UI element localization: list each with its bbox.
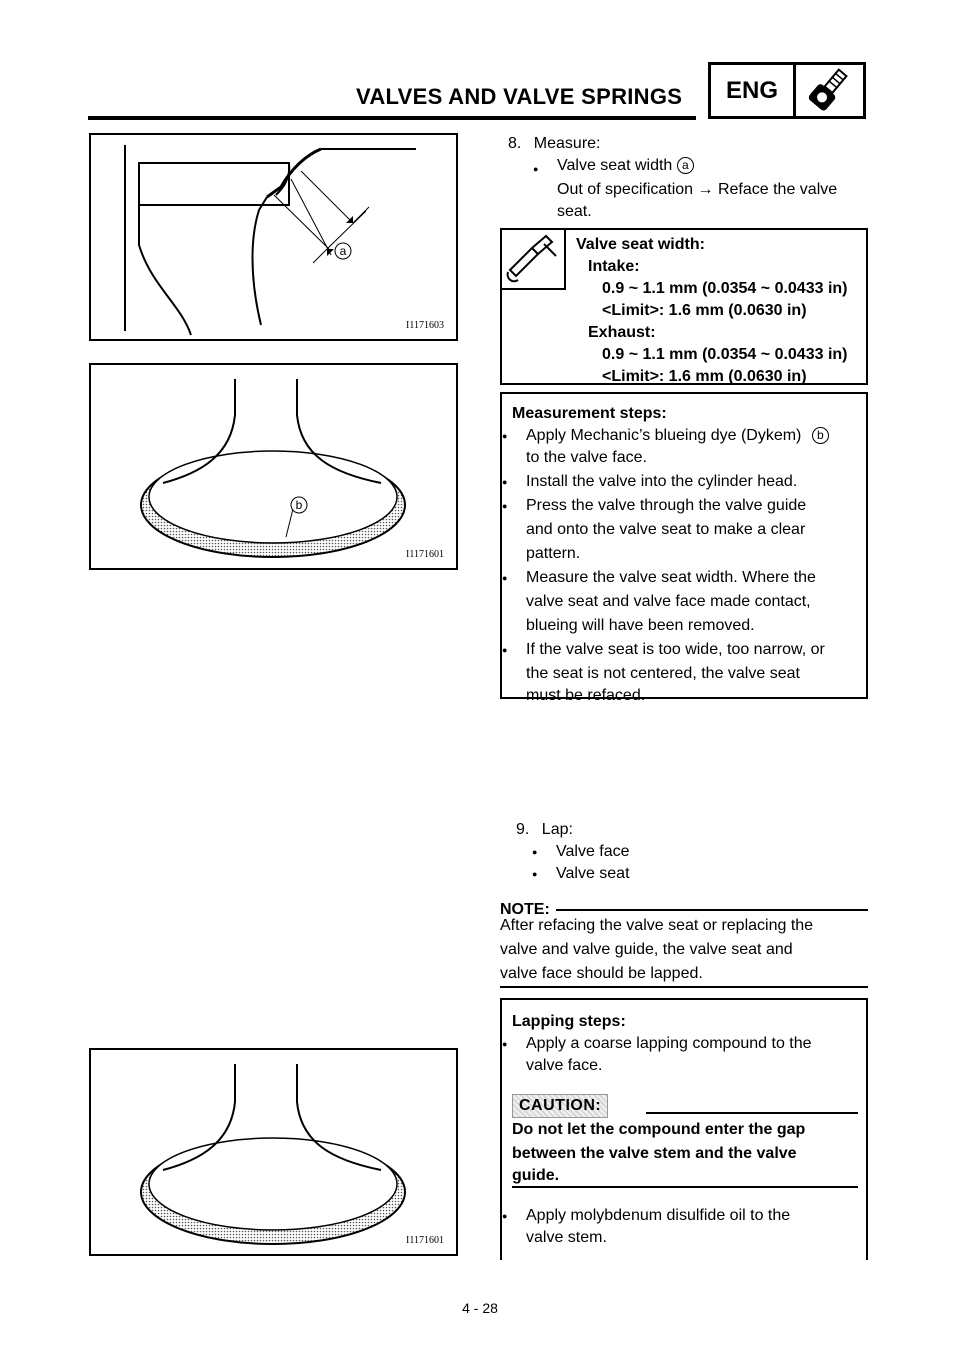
step-number: 8. bbox=[508, 135, 522, 152]
bullet-text: Install the valve into the cylinder head. bbox=[526, 473, 798, 490]
caution-badge: CAUTION: bbox=[512, 1094, 608, 1118]
measurement-steps-box bbox=[500, 392, 868, 704]
bullet-text: valve stem. bbox=[526, 1229, 607, 1246]
caution-line-1: Do not let the compound enter the gap bbox=[512, 1121, 806, 1138]
step-8-line1: Out of specification → Reface the valve bbox=[557, 181, 838, 198]
exhaust-value: 0.9 ~ 1.1 mm (0.0354 ~ 0.0433 in) bbox=[602, 346, 848, 363]
measurement-bullet-5 bbox=[526, 638, 825, 662]
caution-line-2: between the valve stem and the valve bbox=[512, 1145, 797, 1162]
note-rule-top bbox=[556, 909, 868, 911]
bullet-text: to the valve face. bbox=[526, 449, 647, 466]
note-label: NOTE: bbox=[500, 901, 550, 918]
intake-value: 0.9 ~ 1.1 mm (0.0354 ~ 0.0433 in) bbox=[602, 280, 848, 297]
bullet-text: Press the valve through the valve guide bbox=[526, 497, 807, 514]
note-line-1: After refacing the valve seat or replacing the bbox=[500, 917, 814, 934]
eng-label: ENG bbox=[711, 65, 796, 116]
callout-a: a bbox=[339, 244, 347, 258]
measurement-bullet-4 bbox=[526, 566, 816, 590]
lapping-bullet-2 bbox=[526, 1204, 790, 1228]
lapping-steps-box bbox=[500, 998, 868, 1260]
measurement-bullet-2 bbox=[526, 470, 797, 494]
bullet-text: Apply a coarse lapping compound to the bbox=[526, 1035, 812, 1052]
step-9-item-2 bbox=[556, 862, 630, 886]
lapping-title: Lapping steps: bbox=[512, 1013, 626, 1030]
figure-code: I1171601 bbox=[406, 1235, 444, 1246]
step-8-item bbox=[557, 154, 694, 178]
step-9 bbox=[516, 818, 573, 842]
valve-lapping-figure bbox=[89, 1048, 458, 1256]
bullet-text: and onto the valve seat to make a clear bbox=[526, 521, 806, 538]
spec-box bbox=[500, 228, 868, 385]
bullet-text: valve face. bbox=[526, 1057, 603, 1074]
section-badge bbox=[708, 62, 866, 119]
header-rule bbox=[88, 116, 696, 120]
bullet-text: valve seat and valve face made contact, bbox=[526, 593, 811, 610]
caution-rule-top bbox=[646, 1112, 858, 1114]
caution-line-3: guide. bbox=[512, 1167, 560, 1184]
page-number: 4 - 28 bbox=[462, 1300, 498, 1316]
ref-a: a bbox=[677, 157, 694, 174]
bullet-text: the seat is not centered, the valve seat bbox=[526, 665, 800, 682]
measurement-bullet-1 bbox=[526, 424, 860, 448]
bullet-text: Apply Mechanic’s blueing dye (Dykem) bbox=[526, 427, 802, 444]
bullet-text: must be refaced. bbox=[526, 687, 646, 704]
step-9-item-1 bbox=[556, 840, 630, 864]
callout-b: b bbox=[295, 498, 303, 512]
measurement-bullet-3 bbox=[526, 494, 806, 518]
step-verb: Measure: bbox=[533, 135, 601, 152]
bullet-text: Measure the valve seat width. Where the bbox=[526, 569, 816, 586]
bullet-text: blueing will have been removed. bbox=[526, 617, 755, 634]
bullet-text: Apply molybdenum disulfide oil to the bbox=[526, 1207, 791, 1224]
lapping-bullet-1 bbox=[526, 1032, 812, 1056]
intake-limit: <Limit>: 1.6 mm (0.0630 in) bbox=[602, 302, 807, 319]
bullet-text: If the valve seat is too wide, too narrow, or bbox=[526, 641, 825, 658]
valve-seat-width-figure bbox=[89, 133, 458, 341]
step-number: 9. bbox=[516, 821, 530, 838]
exhaust-label: Exhaust: bbox=[588, 324, 656, 341]
caution-rule-bottom bbox=[512, 1186, 858, 1188]
note-line-2: valve and valve guide, the valve seat and bbox=[500, 941, 793, 958]
exhaust-limit: <Limit>: 1.6 mm (0.0630 in) bbox=[602, 368, 807, 385]
intake-label: Intake: bbox=[588, 258, 640, 275]
figure-code: I1171601 bbox=[406, 549, 444, 560]
item-text: Valve seat width bbox=[557, 157, 673, 174]
note-line-3: valve face should be lapped. bbox=[500, 965, 703, 982]
item-text: Valve face bbox=[556, 843, 630, 860]
step-8-line2: seat. bbox=[557, 203, 592, 220]
bullet-text: pattern. bbox=[526, 545, 581, 562]
spec-title: Valve seat width: bbox=[576, 236, 705, 253]
figure-code: I1171603 bbox=[406, 320, 444, 331]
ref-b: b bbox=[812, 427, 829, 444]
step-8 bbox=[508, 132, 868, 156]
note-rule-bottom bbox=[500, 986, 868, 988]
valve-face-figure bbox=[89, 363, 458, 570]
step-verb: Lap: bbox=[541, 821, 573, 838]
caliper-icon bbox=[502, 230, 566, 290]
measurement-title: Measurement steps: bbox=[512, 405, 667, 422]
engine-wrench-icon bbox=[796, 65, 863, 116]
section-title: VALVES AND VALVE SPRINGS bbox=[356, 84, 683, 109]
item-text: Valve seat bbox=[556, 865, 630, 882]
